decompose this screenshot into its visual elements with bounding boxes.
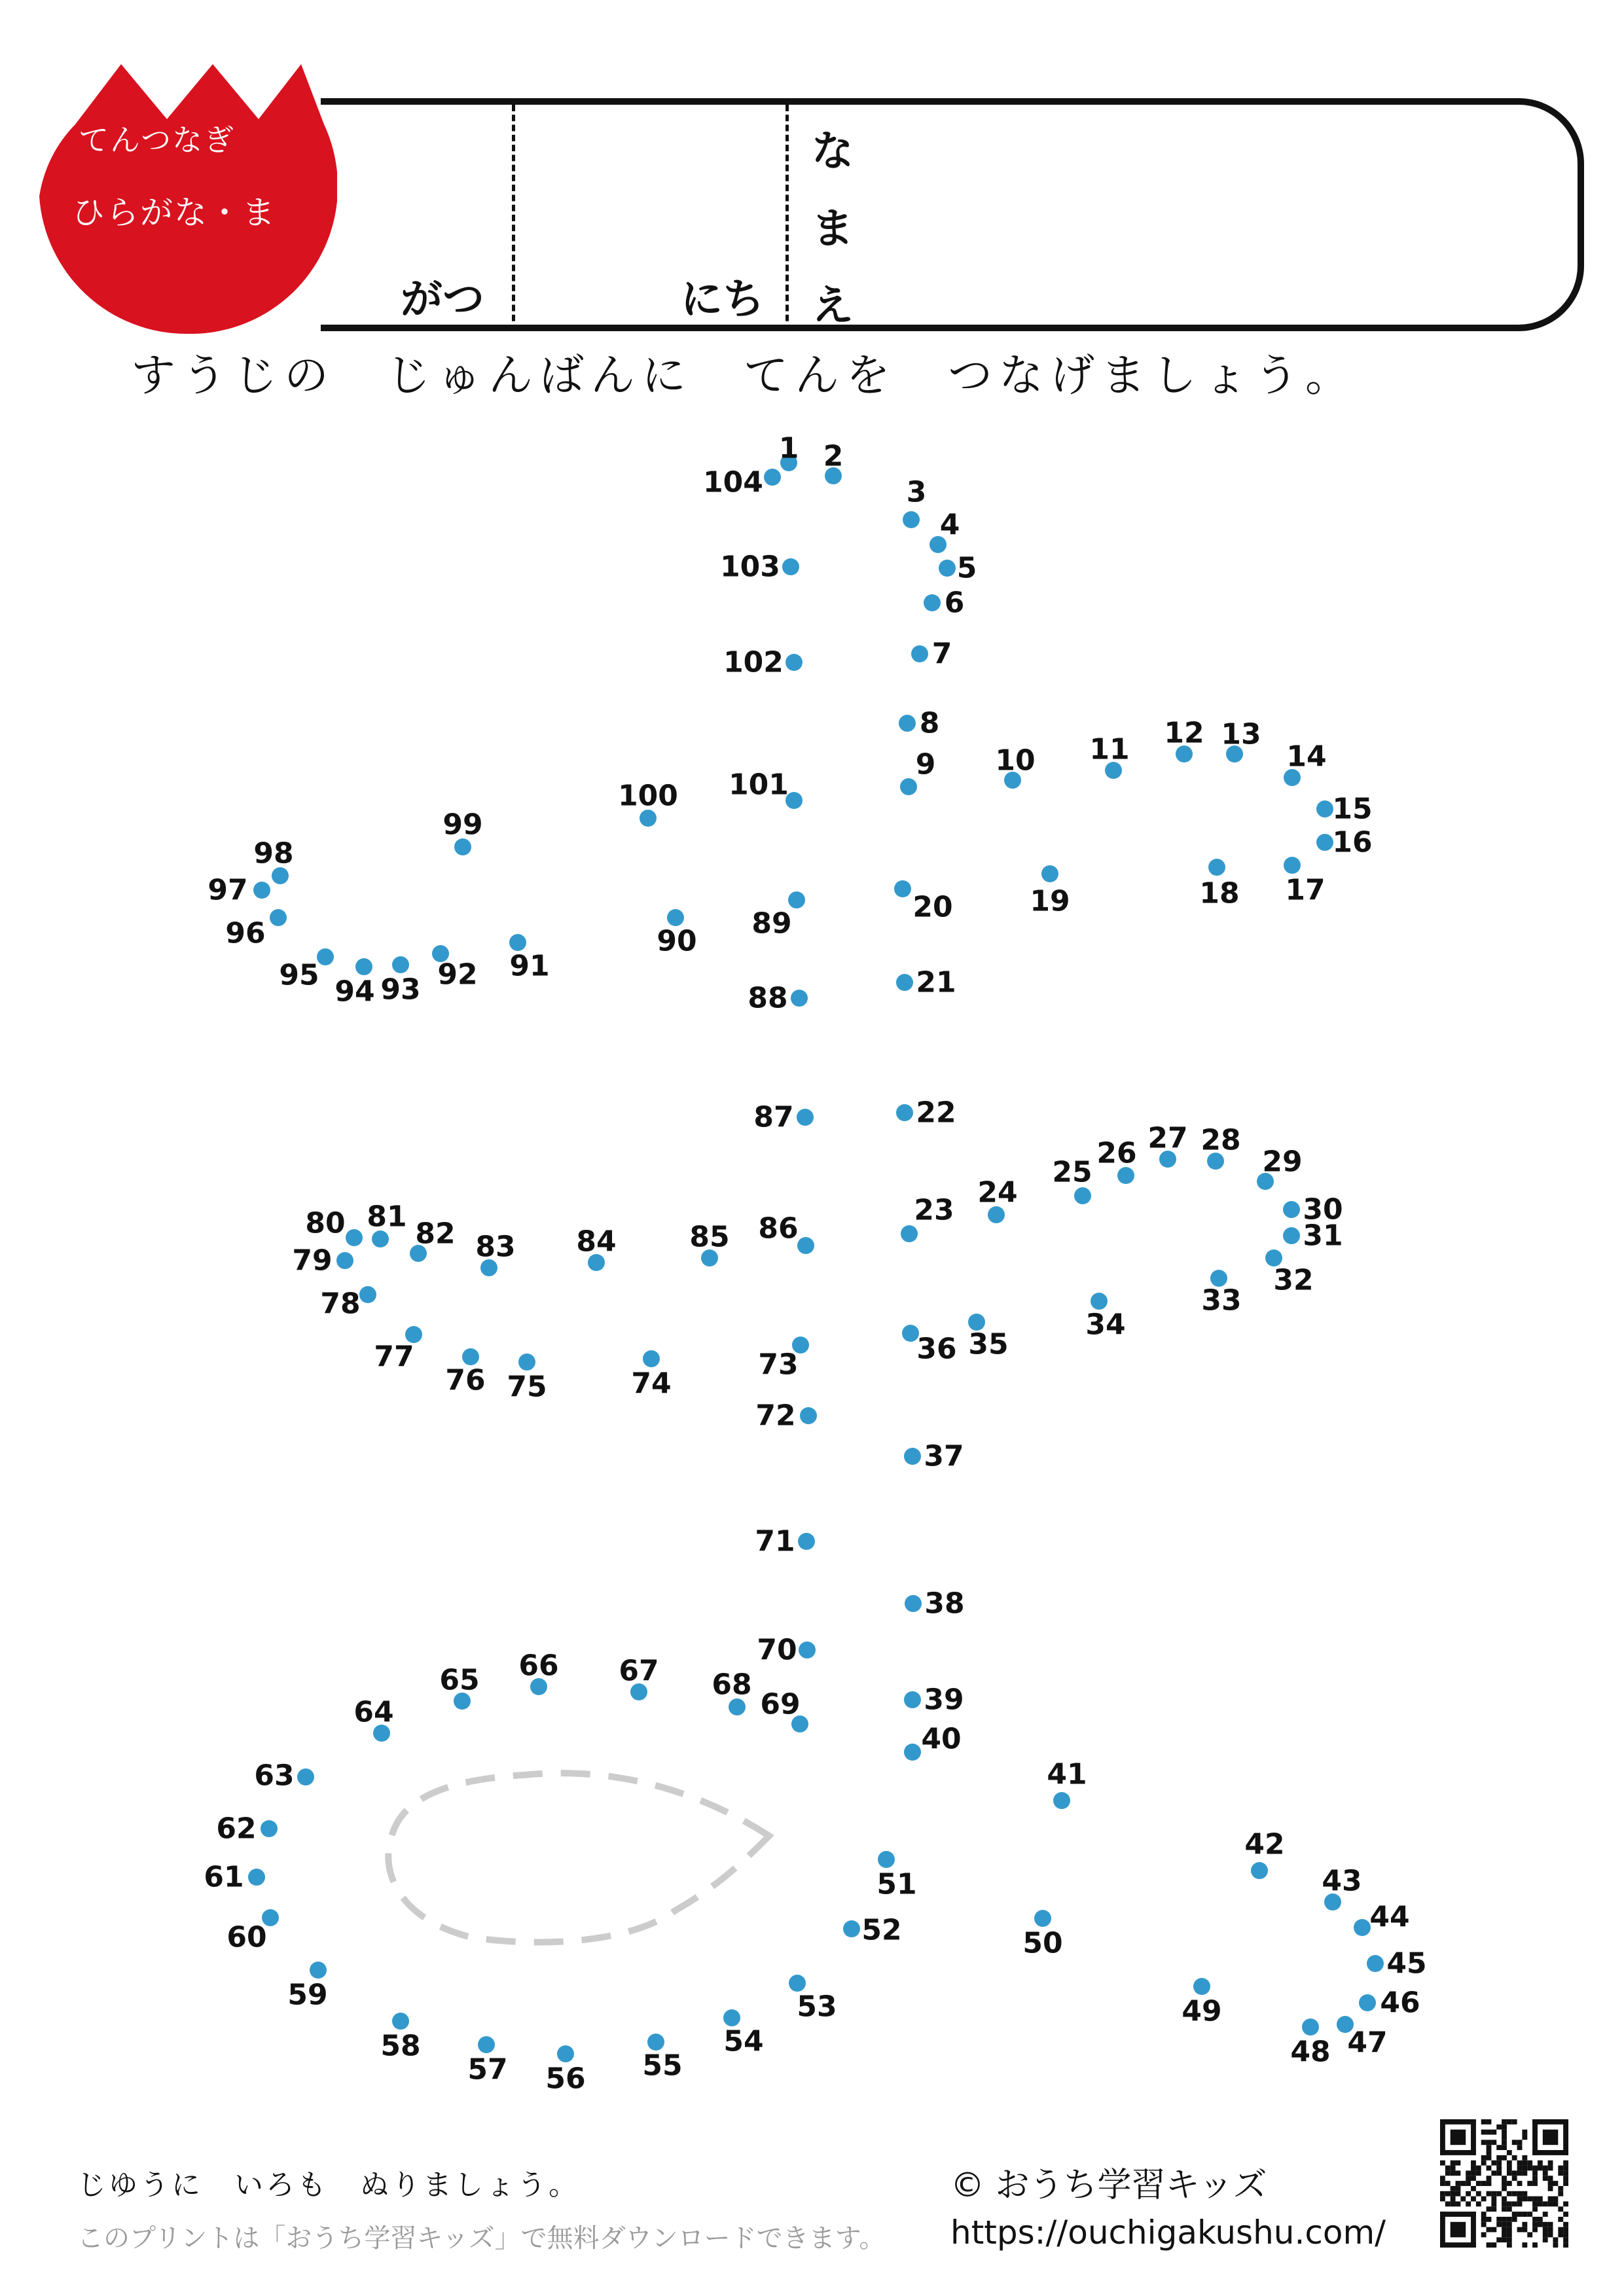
dot-label-42: 42 — [1244, 1827, 1285, 1861]
dot-49 — [1193, 1978, 1210, 1995]
dot-103 — [782, 558, 799, 575]
dot-76 — [462, 1348, 479, 1365]
dot-39 — [904, 1691, 921, 1708]
dot-label-43: 43 — [1322, 1864, 1362, 1898]
dot-label-20: 20 — [912, 890, 953, 924]
dot-label-33: 33 — [1201, 1283, 1242, 1318]
dot-88 — [791, 990, 808, 1007]
dot-label-37: 37 — [924, 1439, 964, 1473]
dot-label-29: 29 — [1262, 1145, 1303, 1179]
dot-57 — [478, 2036, 495, 2053]
dot-51 — [878, 1851, 895, 1868]
dot-label-90: 90 — [657, 924, 697, 958]
dot-label-61: 61 — [204, 1860, 244, 1894]
dot-label-85: 85 — [689, 1220, 730, 1254]
dot-34 — [1091, 1293, 1108, 1310]
dot-label-56: 56 — [545, 2062, 586, 2096]
dot-label-5: 5 — [956, 551, 977, 585]
dot-90 — [667, 909, 684, 926]
dot-label-71: 71 — [755, 1524, 795, 1558]
dot-18 — [1208, 859, 1225, 876]
dot-label-87: 87 — [753, 1100, 794, 1134]
dot-label-80: 80 — [305, 1206, 346, 1240]
dot-61 — [248, 1869, 265, 1886]
dot-label-74: 74 — [631, 1367, 672, 1401]
dot-21 — [896, 974, 913, 991]
dot-17 — [1284, 857, 1301, 874]
dot-label-54: 54 — [723, 2024, 764, 2058]
dot-label-15: 15 — [1332, 792, 1373, 826]
qr-code-icon — [1440, 2119, 1568, 2248]
dot-16 — [1316, 834, 1333, 851]
dot-label-78: 78 — [320, 1287, 361, 1321]
dot-59 — [310, 1962, 327, 1979]
dot-label-63: 63 — [254, 1759, 295, 1793]
dot-label-27: 27 — [1147, 1121, 1188, 1155]
dot-label-16: 16 — [1332, 825, 1373, 859]
dot-label-92: 92 — [437, 958, 478, 992]
dot-label-58: 58 — [380, 2029, 421, 2063]
dot-label-14: 14 — [1286, 740, 1327, 774]
dot-label-98: 98 — [253, 836, 294, 870]
dot-label-28: 28 — [1200, 1123, 1241, 1157]
dot-62 — [261, 1820, 278, 1837]
dot-19 — [1041, 865, 1058, 882]
dot-93 — [392, 956, 409, 973]
dot-42 — [1251, 1862, 1268, 1879]
dot-label-83: 83 — [475, 1230, 516, 1264]
dot-label-76: 76 — [445, 1363, 486, 1397]
dot-72 — [800, 1407, 817, 1424]
dot-label-7: 7 — [931, 637, 952, 671]
dot-label-72: 72 — [755, 1399, 796, 1433]
dot-label-22: 22 — [916, 1096, 956, 1130]
dot-45 — [1367, 1955, 1384, 1972]
dot-label-9: 9 — [915, 747, 936, 781]
dot-8 — [899, 715, 916, 732]
dot-label-99: 99 — [442, 808, 483, 842]
dot-102 — [785, 654, 803, 671]
dot-label-64: 64 — [353, 1695, 394, 1729]
dot-6 — [924, 594, 941, 611]
dot-86 — [797, 1237, 814, 1254]
dot-23 — [901, 1225, 918, 1242]
dot-label-50: 50 — [1022, 1926, 1063, 1960]
dot-label-55: 55 — [642, 2049, 683, 2083]
dot-label-73: 73 — [758, 1348, 799, 1382]
dot-label-36: 36 — [916, 1332, 957, 1366]
dot-40 — [904, 1744, 921, 1761]
dot-label-93: 93 — [380, 973, 421, 1007]
dot-label-51: 51 — [876, 1867, 917, 1901]
dot-label-13: 13 — [1221, 717, 1261, 751]
dot-label-84: 84 — [576, 1225, 617, 1259]
dot-label-44: 44 — [1369, 1900, 1410, 1934]
dot-63 — [297, 1768, 314, 1785]
dot-31 — [1283, 1227, 1300, 1244]
name-char-2: ま — [812, 205, 854, 253]
dot-79 — [336, 1252, 353, 1269]
dot-label-17: 17 — [1285, 873, 1326, 907]
dot-label-77: 77 — [374, 1340, 414, 1374]
dot-38 — [905, 1595, 922, 1612]
dot-label-100: 100 — [618, 779, 678, 813]
dot-label-57: 57 — [467, 2053, 508, 2087]
dot-label-67: 67 — [619, 1654, 659, 1688]
dot-label-82: 82 — [415, 1217, 456, 1251]
dot-label-81: 81 — [367, 1200, 407, 1234]
month-label: がつ — [401, 276, 484, 324]
dot-label-95: 95 — [279, 958, 319, 992]
dot-label-34: 34 — [1085, 1308, 1126, 1342]
color-instruction: じゆうに いろも ぬりましょう。 — [77, 2168, 580, 2202]
dot-9 — [900, 778, 917, 795]
dot-label-6: 6 — [944, 586, 965, 620]
dot-7 — [911, 645, 928, 662]
dot-104 — [764, 469, 781, 486]
name-char-1: な — [812, 128, 854, 176]
dot-55 — [647, 2034, 664, 2051]
dot-80 — [346, 1229, 363, 1246]
badge-subtitle: ひらがな・ま — [72, 194, 276, 232]
dot-95 — [317, 948, 334, 965]
dot-label-30: 30 — [1303, 1193, 1343, 1227]
download-note: このプリントは「おうち学習キッズ」で無料ダウンロードできます。 — [77, 2223, 886, 2253]
guide-dashed-outline — [388, 1773, 769, 1942]
dot-label-10: 10 — [995, 744, 1036, 778]
dot-label-53: 53 — [797, 1990, 837, 2024]
dot-label-62: 62 — [216, 1812, 257, 1846]
dot-96 — [270, 909, 287, 926]
dot-label-32: 32 — [1273, 1263, 1314, 1297]
dot-label-47: 47 — [1347, 2026, 1388, 2060]
dot-label-41: 41 — [1047, 1757, 1087, 1791]
dot-30 — [1283, 1201, 1300, 1218]
dot-20 — [894, 880, 911, 897]
site-url-link[interactable]: https://ouchigakushu.com/ — [950, 2214, 1386, 2251]
dot-22 — [896, 1104, 913, 1121]
dot-label-88: 88 — [748, 981, 788, 1015]
dot-label-45: 45 — [1386, 1946, 1427, 1981]
dot-label-65: 65 — [439, 1663, 480, 1697]
dot-label-60: 60 — [226, 1920, 267, 1954]
dot-label-19: 19 — [1030, 884, 1070, 918]
dot-label-18: 18 — [1199, 876, 1240, 910]
dot-label-38: 38 — [924, 1587, 965, 1621]
dot-label-48: 48 — [1290, 2035, 1331, 2069]
dot-label-104: 104 — [703, 465, 763, 499]
dot-5 — [939, 560, 956, 577]
dot-50 — [1034, 1910, 1051, 1927]
dot-label-1: 1 — [778, 431, 799, 465]
dot-label-86: 86 — [758, 1211, 799, 1246]
dot-25 — [1074, 1187, 1091, 1204]
dot-52 — [843, 1920, 860, 1937]
copyright-text: © おうち学習キッズ — [950, 2166, 1267, 2205]
dot-44 — [1354, 1919, 1371, 1936]
dot-label-11: 11 — [1089, 732, 1130, 766]
dot-label-94: 94 — [334, 975, 375, 1009]
dot-41 — [1053, 1792, 1070, 1809]
dot-label-101: 101 — [729, 768, 789, 802]
dot-label-68: 68 — [712, 1668, 752, 1702]
dot-label-59: 59 — [287, 1978, 328, 2012]
dot-71 — [798, 1533, 815, 1550]
dot-label-2: 2 — [823, 439, 844, 473]
dot-94 — [355, 958, 372, 975]
dot-label-49: 49 — [1182, 1994, 1222, 2028]
dot-label-12: 12 — [1164, 716, 1204, 750]
dot-label-79: 79 — [292, 1244, 333, 1278]
dot-74 — [643, 1350, 660, 1367]
dot-label-69: 69 — [760, 1687, 801, 1721]
dot-label-8: 8 — [919, 706, 940, 740]
dots-layer — [204, 432, 1426, 2096]
dot-89 — [788, 891, 805, 908]
dot-label-89: 89 — [751, 906, 792, 941]
dot-label-23: 23 — [914, 1193, 954, 1227]
dot-label-25: 25 — [1052, 1155, 1092, 1189]
dot-75 — [518, 1354, 535, 1371]
dot-87 — [797, 1109, 814, 1126]
dot-97 — [253, 882, 270, 899]
dot-label-66: 66 — [518, 1649, 559, 1683]
dot-label-52: 52 — [861, 1913, 902, 1947]
dot-label-70: 70 — [757, 1633, 797, 1667]
dot-label-40: 40 — [921, 1722, 962, 1756]
dot-label-35: 35 — [968, 1327, 1009, 1361]
dot-label-46: 46 — [1380, 1986, 1420, 2020]
dot-label-39: 39 — [924, 1683, 964, 1717]
dot-15 — [1316, 800, 1333, 817]
dot-53 — [789, 1975, 806, 1992]
dot-label-91: 91 — [509, 949, 550, 983]
dot-label-21: 21 — [916, 965, 956, 999]
dot-label-3: 3 — [906, 475, 927, 509]
dot-label-102: 102 — [723, 645, 784, 679]
dot-54 — [723, 2009, 740, 2026]
dot-label-75: 75 — [507, 1370, 547, 1404]
dot-label-97: 97 — [208, 873, 248, 907]
dot-78 — [359, 1286, 376, 1303]
badge-title: てんつなぎ — [79, 122, 236, 158]
dot-label-4: 4 — [939, 508, 960, 542]
dot-label-96: 96 — [225, 916, 266, 950]
day-label: にち — [681, 276, 765, 324]
name-char-3: え — [812, 282, 854, 331]
dot-48 — [1302, 2018, 1319, 2036]
dot-46 — [1359, 1994, 1376, 2011]
dot-70 — [799, 1641, 816, 1659]
dot-37 — [904, 1448, 921, 1465]
dot-91 — [509, 934, 526, 951]
dot-58 — [392, 2013, 409, 2030]
dot-56 — [557, 2045, 574, 2062]
dot-label-24: 24 — [977, 1175, 1018, 1210]
dot-label-103: 103 — [720, 550, 780, 584]
dot-label-31: 31 — [1303, 1219, 1343, 1253]
dot-label-26: 26 — [1096, 1136, 1137, 1170]
instruction-text: すうじの じゅんばんに てんを つなげましょう。 — [131, 350, 1357, 402]
dot-3 — [903, 511, 920, 528]
